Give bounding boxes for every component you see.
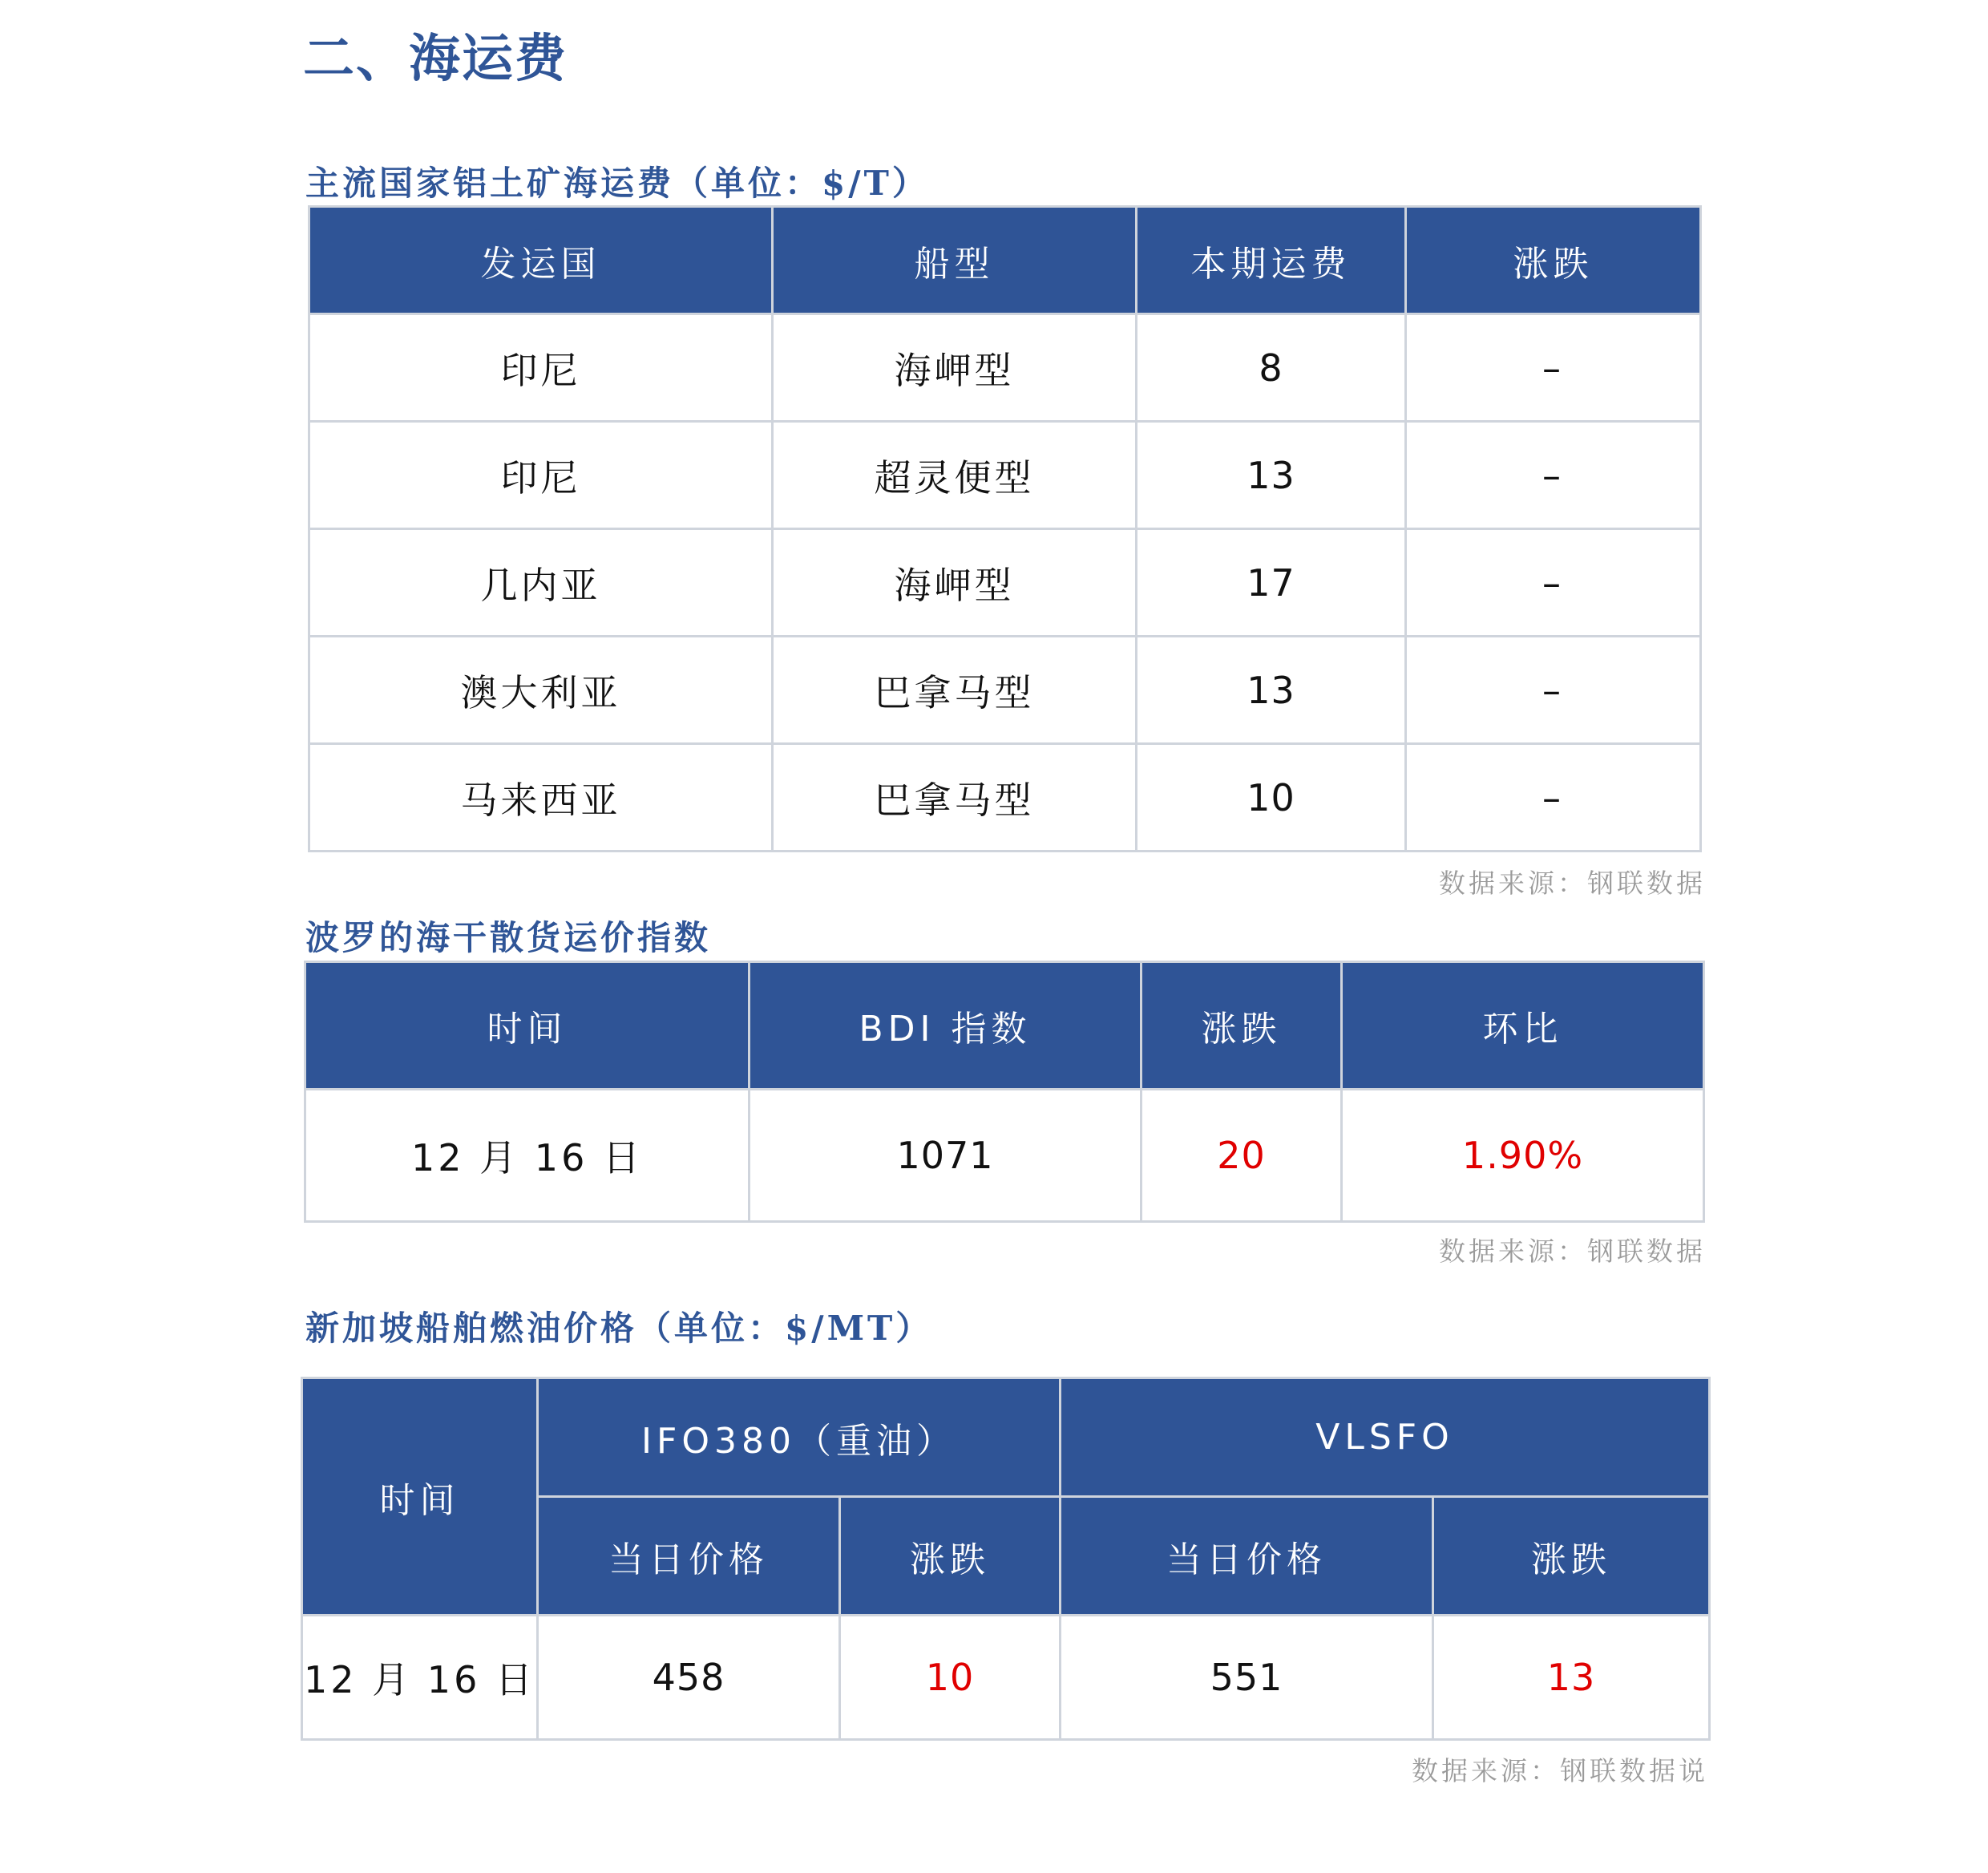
table-row (309, 422, 1701, 529)
table-header-row (305, 962, 1704, 1090)
change-cell: – (1406, 637, 1701, 744)
freight-cell: 8 (1137, 314, 1406, 422)
table-row (309, 314, 1701, 422)
header-bdi: BDI 指数 (750, 962, 1141, 1090)
header-time: 时间 (305, 962, 750, 1090)
freight-cell: 13 (1137, 422, 1406, 529)
freight-cell: 10 (1137, 744, 1406, 852)
table-header-row (309, 207, 1701, 314)
vlsfo-change-cell: 13 (1433, 1616, 1710, 1740)
country-cell: 马来西亚 (309, 744, 773, 852)
change-cell: – (1406, 744, 1701, 852)
date-cell: 12 月 16 日 (302, 1616, 538, 1740)
freight-cell: 13 (1137, 637, 1406, 744)
header-change: 涨跌 (1406, 207, 1701, 314)
bdi-change-cell: 20 (1141, 1090, 1342, 1222)
header-vlsfo-change: 涨跌 (1433, 1497, 1710, 1616)
bdi-table (304, 961, 1705, 1223)
country-cell: 澳大利亚 (309, 637, 773, 744)
country-cell: 印尼 (309, 314, 773, 422)
section3-source: 数据来源：钢联数据说 (1412, 1755, 1708, 1786)
bunker-fuel-table (301, 1377, 1711, 1741)
header-ifo380-price: 当日价格 (538, 1497, 840, 1616)
section2-title: 波罗的海干散货运价指数 (305, 918, 712, 957)
section2-source: 数据来源：钢联数据 (1439, 1236, 1706, 1267)
bdi-ratio-cell: 1.90% (1342, 1090, 1704, 1222)
table-row (302, 1616, 1710, 1740)
section1-source: 数据来源：钢联数据 (1439, 868, 1706, 899)
header-ship-type: 船型 (773, 207, 1137, 314)
header-vlsfo-price: 当日价格 (1061, 1497, 1433, 1616)
header-ratio: 环比 (1342, 962, 1704, 1090)
header-change: 涨跌 (1141, 962, 1342, 1090)
table-header-row (302, 1378, 1710, 1497)
ship-type-cell: 超灵便型 (773, 422, 1137, 529)
freight-cell: 17 (1137, 529, 1406, 637)
change-cell: – (1406, 422, 1701, 529)
bauxite-freight-table (308, 205, 1702, 852)
table-row (305, 1090, 1704, 1222)
ship-type-cell: 海岬型 (773, 314, 1137, 422)
table-row (309, 637, 1701, 744)
change-cell: – (1406, 529, 1701, 637)
bdi-value-cell: 1071 (750, 1090, 1141, 1222)
country-cell: 印尼 (309, 422, 773, 529)
table-row (309, 529, 1701, 637)
country-cell: 几内亚 (309, 529, 773, 637)
ship-type-cell: 巴拿马型 (773, 637, 1137, 744)
ifo380-price-cell: 458 (538, 1616, 840, 1740)
header-ifo380-change: 涨跌 (840, 1497, 1061, 1616)
page-title: 二、海运费 (303, 30, 568, 89)
header-ifo380: IFO380（重油） (538, 1378, 1061, 1497)
table-row (309, 744, 1701, 852)
ifo380-change-cell: 10 (840, 1616, 1061, 1740)
header-country: 发运国 (309, 207, 773, 314)
section1-title: 主流国家铝土矿海运费（单位：$/T） (305, 164, 929, 203)
ship-type-cell: 海岬型 (773, 529, 1137, 637)
ship-type-cell: 巴拿马型 (773, 744, 1137, 852)
vlsfo-price-cell: 551 (1061, 1616, 1433, 1740)
section3-title: 新加坡船舶燃油价格（单位：$/MT） (305, 1309, 933, 1348)
change-cell: – (1406, 314, 1701, 422)
date-cell: 12 月 16 日 (305, 1090, 750, 1222)
header-time: 时间 (302, 1378, 538, 1616)
header-freight: 本期运费 (1137, 207, 1406, 314)
header-vlsfo: VLSFO (1061, 1378, 1710, 1497)
